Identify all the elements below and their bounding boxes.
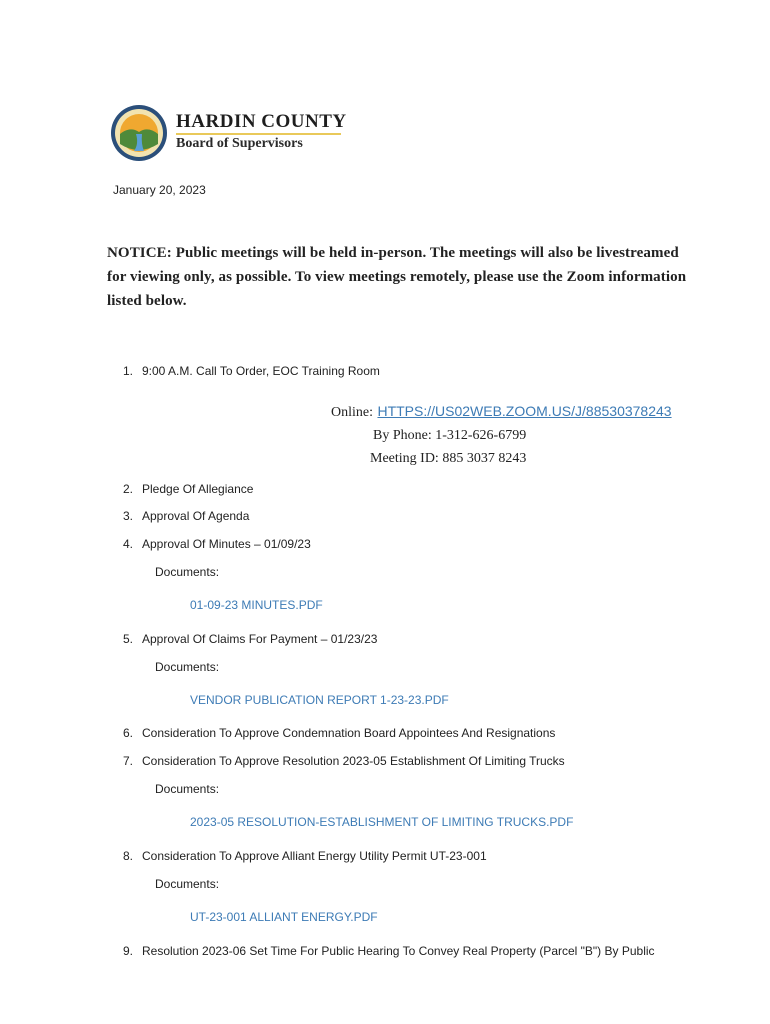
documents-label: Documents: (155, 877, 220, 891)
zoom-link[interactable]: HTTPS://US02WEB.ZOOM.US/J/88530378243 (377, 403, 672, 419)
agenda-item-number: 1. (123, 364, 134, 378)
online-label: Online: (331, 405, 373, 420)
agenda-item-text: Approval Of Minutes – 01/09/23 (142, 537, 311, 551)
agenda-item-number: 7. (123, 754, 134, 768)
agenda-item-text: 9:00 A.M. Call To Order, EOC Training Room (142, 364, 380, 378)
zoom-meeting-id: Meeting ID: 885 3037 8243 (370, 451, 527, 466)
agenda-item-text: Consideration To Approve Condemnation Board Appointees And Resignations (142, 726, 556, 740)
agenda-item-text: Approval Of Claims For Payment – 01/23/23 (142, 632, 378, 646)
agenda-item-number: 4. (123, 537, 134, 551)
agenda-item-number: 2. (123, 482, 134, 496)
zoom-phone: By Phone: 1-312-626-6799 (373, 428, 527, 443)
document-link[interactable]: 2023-05 RESOLUTION-ESTABLISHMENT OF LIMITING TRUCKS.PDF (190, 815, 574, 829)
agenda-item-text: Consideration To Approve Alliant Energy Utility Permit UT-23-001 (142, 849, 487, 863)
agenda-item-text: Resolution 2023-06 Set Time For Public Hearing To Convey Real Property (Parcel "B") By Public (142, 944, 655, 958)
agenda-item-text: Approval Of Agenda (142, 509, 250, 523)
agenda-item-number: 9. (123, 944, 134, 958)
notice-text: NOTICE: Public meetings will be held in-person. The meetings will also be livestreamed for viewing only, as possible. To view meetings remotely, please use the Zoom information listed below. (107, 245, 687, 309)
documents-label: Documents: (155, 660, 220, 674)
zoom-online (331, 403, 672, 421)
documents-label: Documents: (155, 565, 220, 579)
documents-label: Documents: (155, 782, 220, 796)
agenda-item-number: 8. (123, 849, 134, 863)
agenda-item-number: 6. (123, 726, 134, 740)
agenda-date: January 20, 2023 (113, 183, 206, 197)
agenda-item-text: Consideration To Approve Resolution 2023-05 Establishment Of Limiting Trucks (142, 754, 565, 768)
document-link[interactable]: UT-23-001 ALLIANT ENERGY.PDF (190, 910, 378, 924)
agenda-item-number: 5. (123, 632, 134, 646)
county-seal-logo (110, 104, 168, 162)
org-name: HARDIN COUNTY (176, 111, 347, 132)
document-link[interactable]: 01-09-23 MINUTES.PDF (190, 598, 323, 612)
org-subtitle: Board of Supervisors (176, 136, 303, 151)
agenda-item-text: Pledge Of Allegiance (142, 482, 254, 496)
title-divider (176, 133, 341, 135)
agenda-item-number: 3. (123, 509, 134, 523)
document-link[interactable]: VENDOR PUBLICATION REPORT 1-23-23.PDF (190, 693, 449, 707)
